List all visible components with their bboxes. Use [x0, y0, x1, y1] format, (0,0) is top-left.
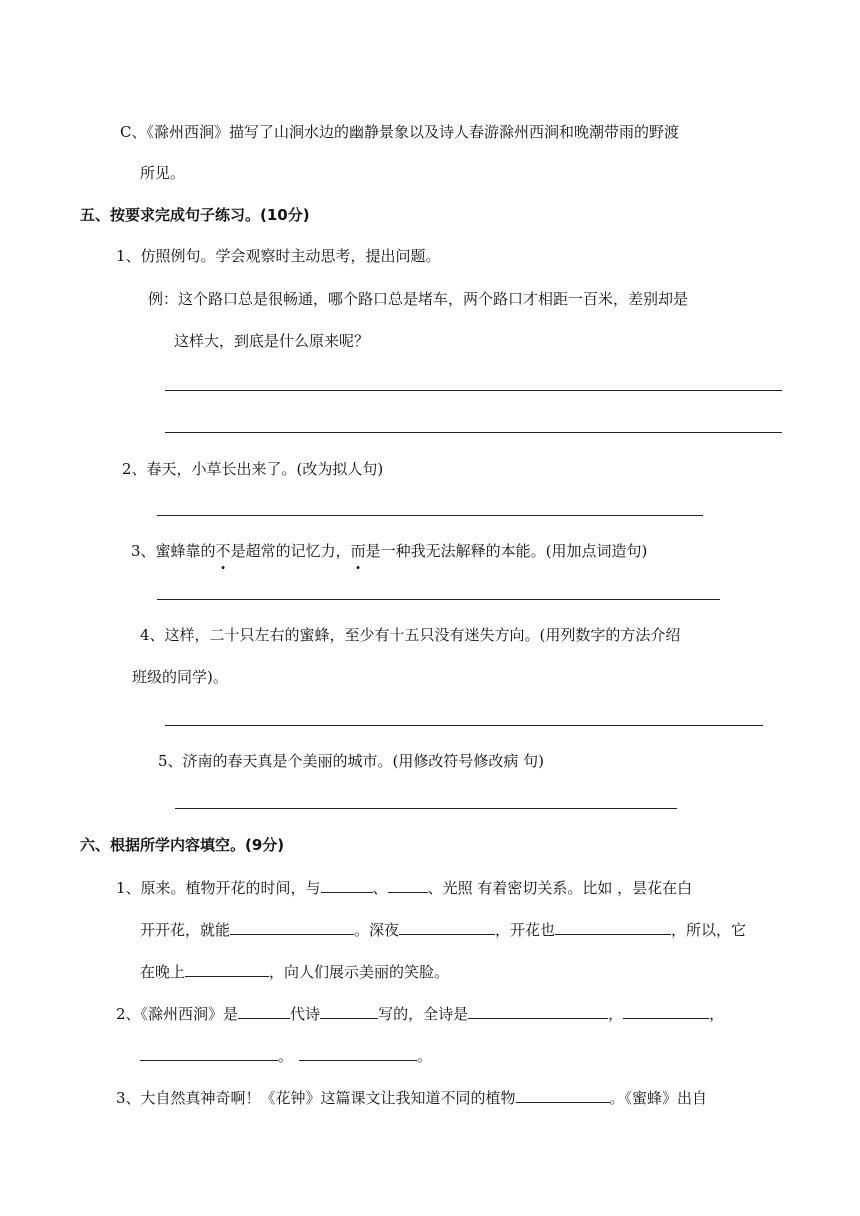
fill-blank[interactable] [238, 1002, 290, 1019]
fill-blank[interactable] [555, 918, 671, 935]
s6-q1-line3: 在晚上 ，向人们展示美丽的笑脸。 [140, 960, 449, 982]
s6-q1-line2: 开开花，就能 。深夜 ，开花也 ，所以，它 [140, 918, 746, 940]
s5-q3-prompt: 3、蜜蜂靠的不是超常的记忆力，而是一种我无法解释的本能。(用加点词造句) [131, 542, 648, 560]
fill-blank[interactable] [388, 876, 428, 893]
answer-line[interactable] [165, 725, 763, 726]
s5-q1-example-line1: 例：这个路口总是很畅通，哪个路口总是堵车，两个路口才相距一百米，差别却是 [148, 290, 689, 308]
s5-q4-line2: 班级的同学)。 [132, 668, 228, 686]
fill-blank[interactable] [185, 960, 269, 977]
answer-line[interactable] [165, 432, 782, 433]
section5-heading: 五、按要求完成句子练习。(10分) [80, 206, 310, 224]
answer-line[interactable] [165, 390, 782, 391]
s6-q3-line1: 3、大自然真神奇啊！《花钟》这篇课文让我知道不同的植物 。《蜜蜂》出自 [116, 1086, 707, 1108]
fill-blank[interactable] [140, 1044, 278, 1061]
fill-blank[interactable] [230, 918, 354, 935]
fill-blank[interactable] [320, 1002, 378, 1019]
option-c-line2: 所见。 [140, 164, 186, 182]
answer-line[interactable] [157, 599, 720, 600]
answer-line[interactable] [157, 515, 703, 516]
s5-q5-prompt: 5、济南的春天真是个美丽的城市。(用修改符号修改病 句) [158, 752, 545, 770]
s5-q1-prompt: 1、仿照例句。学会观察时主动思考，提出问题。 [116, 247, 441, 265]
fill-blank[interactable] [299, 1044, 417, 1061]
option-c-line1: C、《滁州西涧》描写了山涧水边的幽静景象以及诗人春游滁州西涧和晚潮带雨的野渡 [120, 123, 679, 141]
s5-q4-line1: 4、这样，二十只左右的蜜蜂，至少有十五只没有迷失方向。(用列数字的方法介绍 [140, 626, 681, 644]
s6-q1-line1: 1、原来。植物开花的时间，与 、 、光照 有着密切关系。比如 ，昙花在白 [116, 876, 692, 898]
s6-q2-line2: 。 。 [140, 1044, 432, 1066]
fill-blank[interactable] [468, 1002, 608, 1019]
section6-heading: 六、根据所学内容填空。(9分) [80, 836, 285, 854]
emphasis-dot-char: 而 [350, 542, 366, 560]
s5-q2-prompt: 2、春天，小草长出来了。(改为拟人句) [122, 460, 384, 478]
s5-q1-example-line2: 这样大，到底是什么原来呢？ [174, 332, 370, 350]
answer-line[interactable] [175, 808, 677, 809]
s6-q2-line1: 2、《滁州西涧》是 代诗 写的，全诗是 ， ， [116, 1002, 724, 1024]
fill-blank[interactable] [399, 918, 495, 935]
fill-blank[interactable] [321, 876, 373, 893]
emphasis-dot-char: 不 [215, 542, 231, 560]
fill-blank[interactable] [516, 1086, 610, 1103]
fill-blank[interactable] [623, 1002, 709, 1019]
